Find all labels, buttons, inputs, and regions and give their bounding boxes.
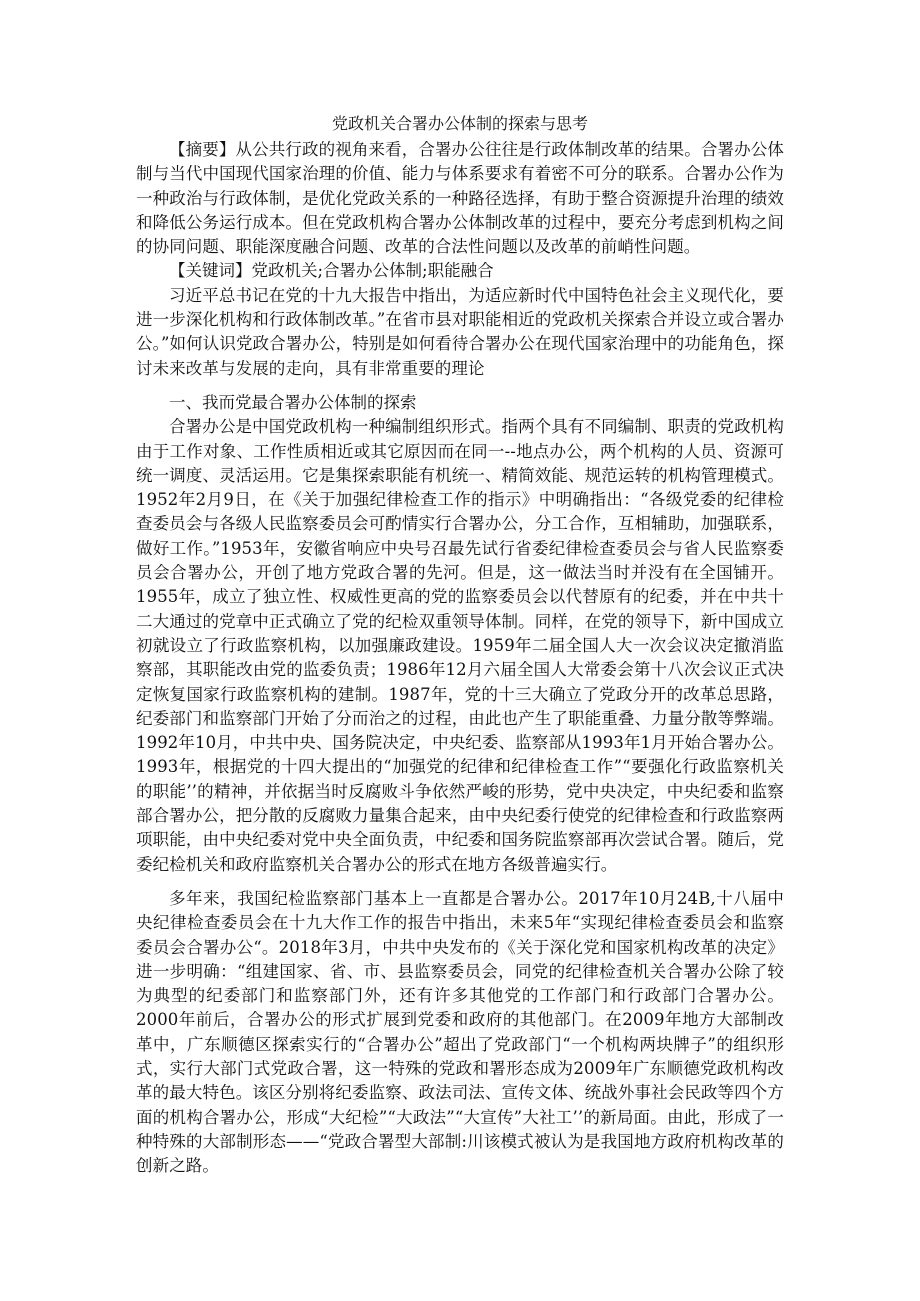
document-page: [136, 112, 784, 1178]
document-title: 党政机关合署办公体制的探索与思考: [331, 114, 588, 133]
section-gap: [136, 381, 784, 391]
body-paragraph-1: 合署办公是中国党政机构一种编制组织形式。指两个具有不同编制、职责的党政机构由于工作对象、工作性质相近或其它原因而在同一--地点办公，两个机构的人员、资源可统一调度、灵活运用。它是集探索职能有机统一、精简效能、规范运转的机构管理模式。1952年2月9日，在《关于加强纪律检查工作的指示》中明确指出：“各级党委的纪律检查委员会与各级人民监察委员会可酌情实行合署办公，分工合作，互相辅助，加强联系，做好工作。”1953年，安徽省响应中央号召最先试行省委纪律检查委员会与省人民监察委员会合署办公，开创了地方党政合署的先河。但是，这一做法当时并没有在全国铺开。1955年，成立了独立性、权威性更高的党的监察委员会以代替原有的纪委，并在中共十二大通过的党章中正式确立了党的纪检双重领导体制。同样，在党的领导下，新中国成立初就设立了行政监察机构，以加强廉政建设。1959年二届全国人大一次会议决定撤消监察部，其职能改由党的监委负责；1986年12月六届全国人大常委会第十八次会议正式决定恢复国家行政监察机构的建制。1987年，党的十三大确立了党政分开的改革总思路，纪委部门和监察部门开始了分而治之的过程，由此也产生了职能重叠、力量分散等弊端。1992年10月，中共中央、国务院决定，中央纪委、监察部从1993年1月开始合署办公。1993年，根据党的十四大提出的“加强党的纪律和纪律检查工作”“要强化行政监察机关的职能’’的精神，并依据当时反腐败斗争依然严峻的形势，党中央决定，中央纪委和监察部合署办公，把分散的反腐败力量集合起来，由中央纪委行使党的纪律检查和行政监察两项职能，由中央纪委对党中央全面负责，中纪委和国务院监察部再次尝试合署。随后，党委纪检机关和政府监察机关合署办公的形式在地方各级普遍实行。: [136, 417, 784, 874]
intro-paragraph: 习近平总书记在党的十九大报告中指出，为适应新时代中国特色社会主义现代化，要进一步深化机构和行政体制改革。”在省市县对职能相近的党政机关探索合并设立或合署办公。”如何认识党政合署办公，特别是如何看待合署办公在现代国家治理中的功能角色，探讨未来改革与发展的走向，具有非常重要的理论: [136, 285, 784, 378]
paragraph-gap: [136, 877, 784, 887]
section-heading: 一、我而党最合署办公体制的探索: [169, 392, 417, 412]
abstract-paragraph: 【摘要】从公共行政的视角来看，合署办公往往是行政体制改革的结果。合署办公体制与当代中国现代国家治理的价值、能力与体系要求有着密不可分的联系。合署办公作为一种政治与行政体制，是优化党政关系的一种路径选择，有助于整合资源提升治理的绩效和降低公务运行成本。但在党政机构合署办公体制改革的过程中，要充分考虑到机构之间的协同问题、职能深度融合问题、改革的合法性问题以及改革的前峭性问题。: [136, 140, 784, 257]
body-paragraph-2: 多年来，我国纪检监察部门基本上一直都是合署办公。2017年10月24B,十八届中央纪律检查委员会在十九大作工作的报告中指出，未来5年“实现纪律检查委员会和监察委员会合署办公“。2018年3月，中共中央发布的《关于深化党和国家机构改革的决定》进一步明确：“组建国家、省、市、县监察委员会，同党的纪律检查机关合署办公除了较为典型的纪委部门和监察部门外，还有许多其他党的工作部门和行政部门合署办公。2000年前后，合署办公的形式扩展到党委和政府的其他部门。在2009年地方大部制改革中，广东顺德区探索实行的“合署办公”超出了党政部门“一个机构两块牌子”的组织形式，实行大部门式党政合署，这一特殊的党政和署形态成为2009年广东顺德党政机构改革的最大特色。该区分别将纪委监察、政法司法、宣传文体、统战外事社会民政等四个方面的机构合署办公，形成“大纪检”“大政法”“大宣传”大社工’’的新局面。由此，形成了一种特殊的大部制形态——“党政合署型大部制:川该模式被认为是我国地方政府机构改革的创新之路。: [136, 888, 784, 1176]
keywords-line: 【关键词】党政机关;合署办公体制;职能融合: [169, 261, 494, 281]
